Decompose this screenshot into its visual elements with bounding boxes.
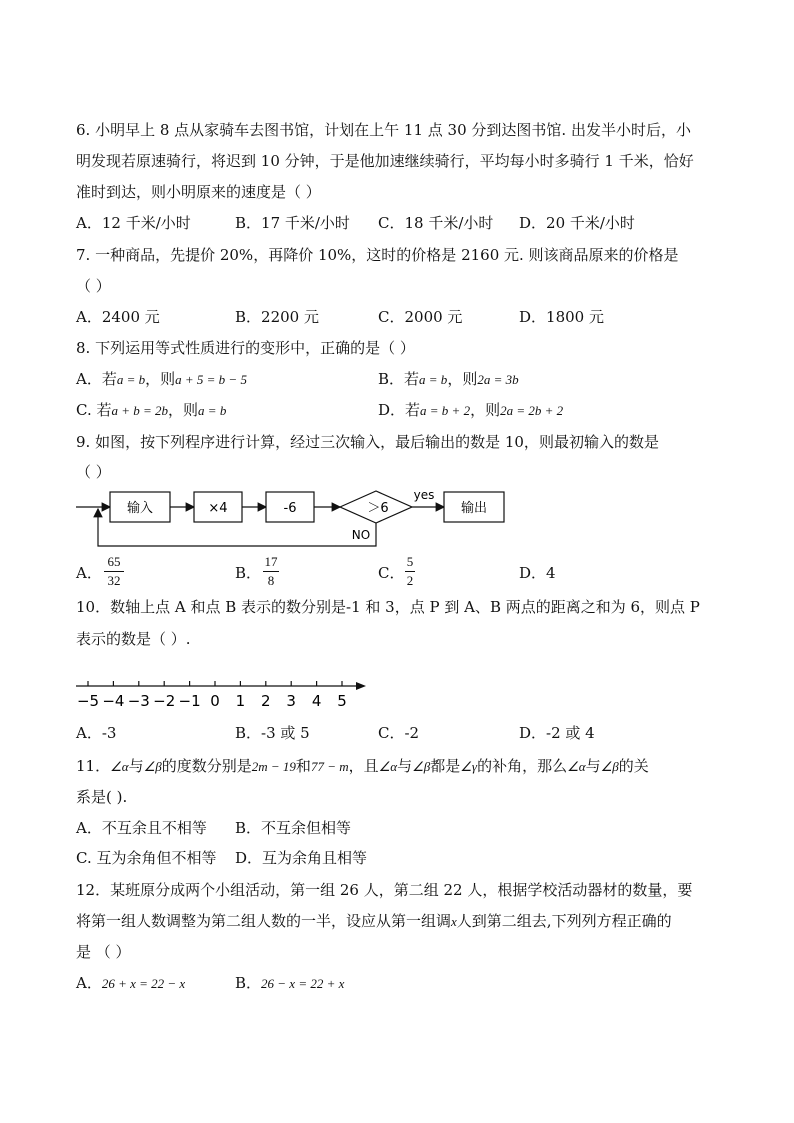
q7-option-d: D．1800 元 (519, 308, 604, 326)
q6-line-2: 明发现若原速骑行，将迟到 10 分钟，于是他加速继续骑行，平均每小时多骑行 1 千米，恰好 (76, 152, 694, 170)
q7-line-2: （ ） (76, 277, 111, 295)
q11-text-c: 与 (128, 757, 144, 775)
number-line-tick-label: −1 (178, 692, 201, 710)
q6-line-3: 准时到达，则小明原来的速度是（ ） (76, 183, 321, 201)
flow-input-label: 输入 (126, 501, 154, 516)
flow-condition-label: ＞6 (367, 501, 389, 516)
q12-line-1: 12．某班原分成两个小组活动，第一组 26 人，第二组 22 人，根据学校活动器材的数量，要 (76, 881, 693, 899)
q9-a-denominator: 32 (107, 573, 121, 588)
q8-c-mid: ，则 (168, 401, 199, 419)
q9-c-numerator: 5 (406, 554, 414, 569)
q10-option-d: D．-2 或 4 (519, 724, 595, 742)
q9-option-b-fraction (263, 554, 279, 589)
q10-option-c: C．-2 (378, 724, 420, 742)
number-line-tick-label: −5 (76, 692, 100, 710)
q11-text-e: 的度数分别是 (161, 757, 252, 775)
q12-b-equation: 26 − x = 22 + x (261, 976, 345, 991)
q11-text-q: 与 (585, 757, 601, 775)
q6-option-b: B．17 千米/小时 (235, 214, 350, 232)
flow-no-label: NO (351, 528, 371, 542)
q6-option-c: C．18 千米/小时 (378, 214, 494, 232)
q9-option-a-label: A． (76, 564, 102, 582)
q8-d-math-1: a = b + 2 (420, 403, 471, 418)
q12-a-equation: 26 + x = 22 − x (101, 976, 186, 991)
q11-angle-beta: ∠β (143, 759, 162, 774)
q11-angle-alpha: ∠α (110, 759, 129, 774)
number-line-tick-label: −2 (153, 692, 176, 710)
q7-line-1: 7. 一种商品，先提价 20%，再降价 10%，这时的价格是 2160 元. 则该商品原来的价格是 (76, 246, 679, 264)
q8-a-math-1: a = b (116, 372, 146, 387)
q8-b-math-1: a = b (419, 372, 448, 387)
number-line-tick-label: 3 (286, 692, 296, 710)
q7-option-a: A．2400 元 (76, 308, 160, 326)
q11-expr-1: 2m − 19 (251, 759, 296, 774)
q10-line-2: 表示的数是（ ）. (76, 630, 191, 648)
q8-option-c (76, 400, 226, 421)
q8-option-d (378, 400, 563, 421)
flow-multiply-label: ×4 (208, 501, 228, 516)
flow-subtract-label: -6 (283, 501, 297, 516)
number-line-tick-label: 4 (311, 692, 322, 710)
q12-b-prefix: B． (235, 974, 262, 992)
q8-b-math-2: 2a = 3b (477, 372, 519, 387)
q11-text-i: ，且 (348, 757, 379, 775)
number-line-tick-label: 2 (261, 692, 271, 710)
q12-line-2-b: 人到第二组去,下列列方程正确的 (456, 912, 672, 930)
q9-b-denominator: 8 (267, 573, 275, 588)
q11-option-a: A．不互余且不相等 (76, 819, 207, 837)
number-line-tick-label: −4 (102, 692, 125, 710)
number-line-tick-label: 1 (235, 692, 246, 710)
q8-d-prefix: D．若 (378, 401, 421, 419)
q11-text-s: 的关 (618, 757, 649, 775)
q10-line-1: 10．数轴上点 A 和点 B 表示的数分别是-1 和 3，点 P 到 A、B 两点的距离之和为 6，则点 P (76, 598, 700, 616)
q9-line-2: （ ） (76, 463, 111, 481)
q10-option-b: B．-3 或 5 (235, 724, 310, 742)
q6-option-d: D．20 千米/小时 (519, 214, 635, 232)
q8-c-math-2: a = b (198, 403, 227, 418)
q8-line-1: 8. 下列运用等式性质进行的变形中，正确的是（ ） (76, 339, 415, 357)
q11-text-k: 与 (397, 757, 413, 775)
q11-angle-beta-3: ∠β (600, 759, 619, 774)
q11-expr-2: 77 − m (310, 759, 349, 774)
q8-a-math-2: a + 5 = b − 5 (175, 372, 247, 387)
q8-d-mid: ，则 (470, 401, 501, 419)
q10-option-a: A．-3 (76, 724, 117, 742)
number-line-arrow-icon (356, 682, 366, 690)
q6-line-1: 6. 小明早上 8 点从家骑车去图书馆，计划在上午 11 点 30 分到达图书馆. 出发半小时后，小 (76, 121, 691, 139)
q9-option-c-label: C． (378, 564, 405, 582)
flow-output-label: 输出 (460, 501, 488, 516)
q9-c-denominator: 2 (406, 573, 414, 588)
q9-option-c-fraction (405, 554, 415, 589)
q12-option-a (76, 973, 185, 994)
q8-c-prefix: C. 若 (76, 401, 112, 419)
q11-option-b: B．不互余但相等 (235, 819, 352, 837)
number-line-tick-label: 0 (210, 692, 220, 710)
q9-b-numerator: 17 (264, 554, 278, 569)
q7-option-c: C．2000 元 (378, 308, 463, 326)
q12-line-2-a: 将第一组人数调整为第二组人数的一半，设应从第一组调 (76, 912, 452, 930)
q11-angle-beta-2: ∠β (412, 759, 431, 774)
q9-flowchart (0, 485, 794, 547)
q9-option-b-label: B． (235, 564, 262, 582)
q11-angle-alpha-2: ∠α (378, 759, 398, 774)
q11-line-2: 系是( ). (76, 788, 128, 806)
number-line-tick-label: −3 (127, 692, 150, 710)
number-line-tick-label: 5 (337, 692, 347, 710)
q11-angle-gamma: ∠γ (460, 759, 478, 774)
q12-a-prefix: A． (76, 974, 102, 992)
q8-option-a (76, 369, 247, 390)
q11-option-d: D．互为余角且相等 (235, 849, 368, 867)
q7-option-b: B．2200 元 (235, 308, 319, 326)
q8-d-math-2: 2a = 2b + 2 (500, 403, 564, 418)
q8-a-prefix: A．若 (76, 370, 117, 388)
q8-option-b (378, 369, 519, 390)
flow-yes-label: yes (413, 488, 435, 502)
q11-line-1 (76, 756, 649, 777)
q8-c-math-1: a + b = 2b (111, 403, 169, 418)
q9-a-numerator: 65 (107, 554, 121, 569)
q12-option-b (235, 973, 344, 994)
q8-a-mid: ，则 (145, 370, 176, 388)
q11-option-c: C. 互为余角但不相等 (76, 849, 217, 867)
q12-line-2 (76, 911, 672, 932)
q11-text-g: 和 (295, 757, 311, 775)
q11-text-o: 的补角，那么 (477, 757, 568, 775)
q8-b-mid: ，则 (447, 370, 478, 388)
q11-text-m: 都是 (430, 757, 461, 775)
q11-angle-alpha-3: ∠α (567, 759, 586, 774)
q9-option-a-fraction (104, 554, 124, 589)
q11-number: 11． (76, 757, 111, 775)
q10-number-line (0, 676, 794, 712)
q6-option-a: A．12 千米/小时 (76, 214, 191, 232)
q12-variable-x: x (451, 914, 457, 929)
q9-option-d: D．4 (519, 564, 556, 582)
q8-b-prefix: B．若 (378, 370, 420, 388)
q9-line-1: 9. 如图，按下列程序进行计算，经过三次输入，最后输出的数是 10，则最初输入的数是 (76, 433, 659, 451)
q12-line-3: 是 （ ） (76, 943, 131, 961)
